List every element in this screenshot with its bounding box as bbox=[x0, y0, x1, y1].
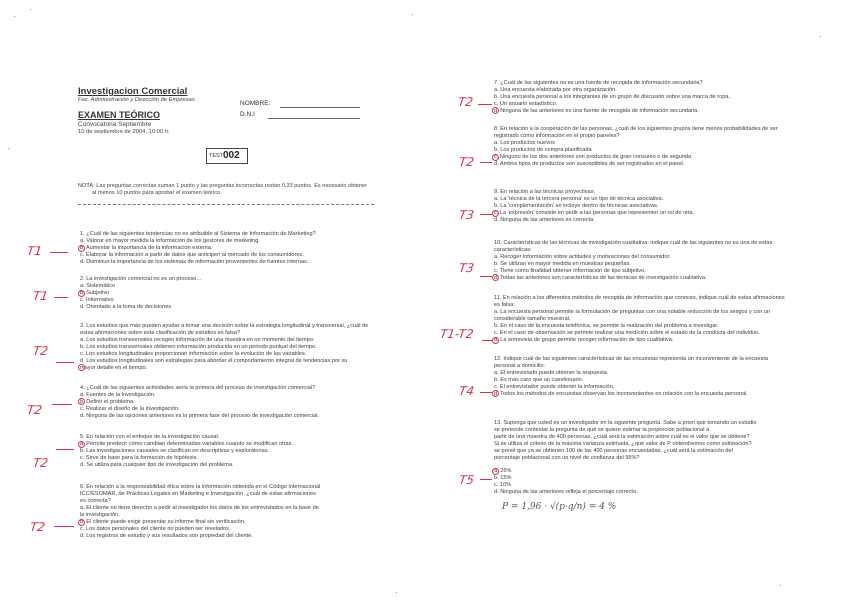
question-line: a. Recoger información sobre actitudes y motivaciones del consumidor. bbox=[494, 254, 671, 260]
mark-q7-dash bbox=[478, 104, 492, 105]
question-line: d. Todos los métodos de encuestas observan los inconvenientes en relación con la encuesta personal. bbox=[494, 391, 748, 397]
question-line: características: bbox=[494, 247, 532, 253]
question-line: 7. ¿Cuál de las siguientes no es una fuente de recogida de información secundaria? bbox=[494, 80, 703, 86]
exam-date: 10 de septiembre de 2004, 10:00 h. bbox=[78, 129, 170, 135]
question-line: d. La entrevista de grupo permite recoger información de tipo cualitativa. bbox=[494, 337, 674, 343]
question-line: d. Los estudios longitudinales son estrategias para abordar el comportamiento integral de tendencias por su bbox=[80, 358, 348, 364]
question-line: es falsa: bbox=[494, 302, 515, 308]
question-line: 12. Indique cuál de las siguientes características de las encuestas representa un inconveniente de la encuesta bbox=[494, 356, 768, 362]
institution-title: Investigacion Comercial bbox=[78, 86, 188, 97]
mark-q5-dash bbox=[56, 449, 74, 450]
question-1 bbox=[80, 231, 374, 266]
question-line: mayor detalle en el tiempo. bbox=[80, 365, 148, 371]
grading-note-2: al menos 10 puntos para aprobar el examen teórico. bbox=[92, 190, 222, 196]
answer-circle-q11 bbox=[492, 337, 499, 344]
question-line: d. Orientado a la toma de decisiones bbox=[80, 304, 172, 310]
department-line: Fac. Administración y Dirección de Empresas bbox=[78, 97, 195, 103]
question-line: c. Los datos personales del cliente no pueden ser revelados. bbox=[80, 526, 231, 532]
mark-q4: T2 bbox=[26, 403, 43, 417]
mark-q12-dash bbox=[480, 392, 492, 393]
mark-q1-dash bbox=[50, 252, 68, 253]
mark-q1: T1 bbox=[26, 244, 43, 258]
question-line: c. El entrevistador puede obtener la información. bbox=[494, 384, 615, 390]
question-line: c. 10% bbox=[494, 482, 512, 488]
mark-q5: T2 bbox=[32, 456, 49, 470]
question-line: personal a domicilio: bbox=[494, 363, 545, 369]
mark-q10: T3 bbox=[458, 261, 475, 275]
question-line: es correcta? bbox=[80, 498, 111, 504]
mark-q12: T4 bbox=[458, 384, 475, 398]
question-line: c. Realizar el diseño de la investigación. bbox=[80, 406, 180, 412]
question-line: a. 25% bbox=[494, 468, 512, 474]
grading-note: NOTA: Las preguntas correctas suman 1 punto y las preguntas incorrectas restan 0,33 puntos. Es necesario obtener bbox=[78, 183, 368, 189]
question-6 bbox=[80, 484, 374, 540]
answer-circle-q3 bbox=[78, 364, 85, 371]
question-line: considerable tamaño muestral. bbox=[494, 316, 571, 322]
student-fields bbox=[240, 100, 370, 122]
question-line: b. 15% bbox=[494, 475, 512, 481]
question-line: d. Ninguna de las anteriores es una fuente de recogida de información secundaria. bbox=[494, 108, 699, 114]
exam-session: Convocatoria Septiembre bbox=[78, 121, 152, 128]
question-5 bbox=[80, 434, 374, 469]
question-line: b. En el caso de la encuesta telefónica, se permite la realización del problema a investigar. bbox=[494, 323, 719, 329]
question-line: 8. En relación a la cooperación de las personas, ¿cuál de los siguientes grupos tiene menos probabilidades de ser bbox=[494, 126, 778, 132]
test-box bbox=[206, 148, 248, 164]
mark-q11-dash bbox=[482, 340, 492, 341]
mark-q3-dash bbox=[56, 362, 74, 363]
question-line: se prevé que ya se obtienen 100 de las 400 personas encuestadas, ¿cuál será la estimación del bbox=[494, 448, 733, 454]
answer-circle-q12 bbox=[492, 390, 499, 397]
answer-circle-q13 bbox=[492, 468, 499, 475]
question-line: d. Ninguna de las opciones anteriores es la primera fase del proceso de investigación comercial. bbox=[80, 413, 320, 419]
question-line: b. Se utilizan en mayor medida en muestras pequeñas. bbox=[494, 261, 631, 267]
mark-q7: T2 bbox=[457, 95, 474, 109]
mark-q11: T1-T2 bbox=[439, 327, 475, 341]
question-line: b. La 'complementación' se incluye dentro de técnicas asociativas. bbox=[494, 203, 659, 209]
mark-q2: T1 bbox=[32, 289, 49, 303]
question-line: c. Informativo bbox=[80, 297, 114, 303]
mark-q3: T2 bbox=[32, 344, 49, 358]
mark-q6-dash bbox=[54, 526, 74, 527]
answer-circle-q10 bbox=[492, 274, 499, 281]
question-line: c. Los estudios longitudinales proporcionan información sobre la evolución de las variables. bbox=[80, 351, 307, 357]
question-line: a. Los estudios transversales recogen información de una muestra en un momento del tiempo. bbox=[80, 337, 315, 343]
question-line: c. En el caso de observación se permite realizar una medición sobre el estado de la conducta del individuo. bbox=[494, 330, 760, 336]
question-line: se pretende contestar la pregunta de qué se quiere estimar la proporción poblacional a bbox=[494, 427, 710, 433]
question-line: a. Sistemático bbox=[80, 283, 116, 289]
question-line: b. Una encuesta personal a los integrantes de un grupo de discusión sobre una marca de ropa. bbox=[494, 94, 731, 100]
question-line: d. Ambos tipos de productos son susceptibles de ser registrados en el panel. bbox=[494, 161, 685, 167]
question-line: 13. Suponga que usted es un investigador en la siguiente pregunta. Sabe a priori que tomando un estudio bbox=[494, 420, 757, 426]
question-line: registrado como información en el propio paneles? bbox=[494, 133, 620, 139]
question-line: b. Los productos de compra planificada bbox=[494, 147, 592, 153]
question-line: d. Ninguna de las anteriores es correcta. bbox=[494, 217, 595, 223]
question-line: b. Definir el problema. bbox=[80, 399, 135, 405]
answer-circle-q4 bbox=[78, 398, 85, 405]
question-line: a. Una encuesta elaborada por otra organización. bbox=[494, 87, 617, 93]
mark-q9: T3 bbox=[458, 208, 475, 222]
answer-circle-q6 bbox=[78, 519, 85, 526]
question-11 bbox=[494, 295, 794, 344]
question-line: 6. En relación a la responsabilidad ética sobre la información obtenida en el Código Internacional bbox=[80, 484, 321, 490]
question-line: 9. En relación a las técnicas proyectivas: bbox=[494, 189, 596, 195]
question-line: b. Las investigaciones causales se clasifican en descriptivas y exploratorias. bbox=[80, 448, 270, 454]
mark-q8-dash bbox=[480, 162, 492, 163]
handwritten-formula: P = 1,96 · √(p·q/n) = 4 % bbox=[502, 502, 617, 512]
question-line: d. Todas las anteriores son características de las técnicas de investigación cualitativa. bbox=[494, 275, 707, 281]
question-line: a. Los productos nuevos bbox=[494, 140, 555, 146]
id-blank[interactable] bbox=[268, 118, 360, 119]
question-line: 11. En relación a los diferentes métodos de recogida de información que conoces, indique cuál de estas afirmaciones bbox=[494, 295, 785, 301]
question-9 bbox=[494, 189, 794, 224]
question-line: ICC/ESOMAR, de Prácticas Legales en Marketing e Investigación, ¿cuál de estas afirmaciones bbox=[80, 491, 316, 497]
mark-q10-dash bbox=[480, 276, 492, 277]
id-label: D.N.I bbox=[240, 111, 255, 118]
name-blank[interactable] bbox=[280, 107, 360, 108]
question-4 bbox=[80, 385, 374, 420]
question-3 bbox=[80, 323, 374, 372]
mark-q8: T2 bbox=[458, 155, 475, 169]
name-label: NOMBRE: bbox=[240, 100, 271, 107]
question-line: b. El cliente puede exigir presentar su informe final sin verificación. bbox=[80, 519, 246, 525]
question-line: d. Disminuir la importancia de los sistemas de información provenientes de fuentes internas. bbox=[80, 259, 309, 265]
question-line: 2. La investigación comercial no es un proceso... bbox=[80, 276, 201, 282]
answer-circle-q8 bbox=[492, 154, 499, 161]
question-2 bbox=[80, 276, 374, 311]
question-line: d. Se utiliza para cualquier tipo de investigación del problema. bbox=[80, 462, 234, 468]
mark-q9-dash bbox=[480, 214, 492, 215]
exam-title: EXAMEN TEÓRICO bbox=[78, 110, 161, 120]
question-line: b. Es más caro que un cuestionario. bbox=[494, 377, 584, 383]
question-line: porcentaje poblacional con un nivel de confianza del 95%? bbox=[494, 455, 640, 461]
mark-q13-dash bbox=[480, 479, 492, 480]
mark-q13: T5 bbox=[458, 473, 475, 487]
question-line: c. La 'expresión' consiste en pedir a las personas que representen un rol de otra. bbox=[494, 210, 695, 216]
question-line: d. Ninguna de las anteriores refleja el porcentaje correcto. bbox=[494, 489, 638, 495]
test-number: 002 bbox=[223, 150, 240, 161]
question-13 bbox=[494, 420, 794, 462]
question-line: 10. Características de las técnicas de investigación cualitativa: indique cuál de las siguientes no es una de estas bbox=[494, 240, 773, 246]
question-line: c. Tiene como finalidad obtener información de tipo subjetivo. bbox=[494, 268, 646, 274]
question-line: 1. ¿Cuál de las siguientes tendencias no es atribuible al Sistema de Información de Marketing? bbox=[80, 231, 316, 237]
question-line: a. El entrevistado puede obtener la respuesta. bbox=[494, 370, 609, 376]
question-8 bbox=[494, 126, 794, 168]
mark-q4-dash bbox=[52, 404, 72, 405]
mark-q6: T2 bbox=[29, 520, 46, 534]
answer-circle-q2 bbox=[78, 290, 85, 297]
question-line: 3. Los estudios que más pueden ayudar a tomar una decisión sobre la estrategia longitudinal y transversal, ¿cuál de bbox=[80, 323, 369, 329]
question-line: a. Fuentes de la investigación. bbox=[80, 392, 156, 398]
question-line: a. La encuesta personal permite la formulación de preguntas con una notable reducción de los sesgos y con un bbox=[494, 309, 771, 315]
question-line: b. Aumentar la importancia de la información externa. bbox=[80, 245, 213, 251]
question-line: a. El cliente no tiene derecho a pedir al investigador los datos de los entrevistados en la base de bbox=[80, 505, 319, 511]
question-line: estas afirmaciones sobre esta clasificación de estudios es falsa? bbox=[80, 330, 241, 336]
question-line: partir de una muestra de 400 personas, ¿cuál será la estimación sobre cuál es el valor que se obtiene? bbox=[494, 434, 750, 440]
question-line: a. Permite predecir cómo cambian determinadas variables cuando se modifican otras. bbox=[80, 441, 293, 447]
question-7 bbox=[494, 80, 794, 115]
question-line: c. Un anuario estadístico. bbox=[494, 101, 558, 107]
question-line: 4. ¿Cuál de las siguientes actividades sería la primera del proceso de investigación comercial? bbox=[80, 385, 316, 391]
question-line: c. Elaborar la información a partir de datos que anticipen al mercado de los consumidores. bbox=[80, 252, 304, 258]
test-label: TEST bbox=[209, 153, 224, 159]
question-line: 5. En relación con el enfoque de la investigación causal: bbox=[80, 434, 220, 440]
question-line: a. La 'técnica de la tercera persona' es un tipo de técnica asociativa. bbox=[494, 196, 664, 202]
question-line: Si se utiliza el criterio de la máxima varianza estimada, ¿qué valor de P obtendremos como estimación? bbox=[494, 441, 752, 447]
answer-circle-q5 bbox=[78, 441, 85, 448]
question-line: la investigación. bbox=[80, 512, 120, 518]
answer-circle-q1 bbox=[78, 245, 85, 252]
question-line: b. Subjetivo bbox=[80, 290, 110, 296]
question-line: c. Ninguno de los dos anteriores son productos de gran consumo o de segunda bbox=[494, 154, 692, 160]
question-line: c. Sirve de base para la formación de hipótesis. bbox=[80, 455, 198, 461]
question-line: b. Los estudios transversales obtienen información producida en un periodo puntual del tiempo. bbox=[80, 344, 317, 350]
question-line: d. Los registros de estudio y sus resultados son propiedad del cliente. bbox=[80, 533, 253, 539]
question-13-options bbox=[494, 468, 794, 496]
question-12 bbox=[494, 356, 794, 398]
mark-q2-dash bbox=[54, 297, 68, 298]
question-line: a. Valorar en mayor medida la información de los gestores de marketing. bbox=[80, 238, 260, 244]
answer-circle-q9 bbox=[492, 210, 499, 217]
question-10 bbox=[494, 240, 794, 282]
header-divider bbox=[78, 204, 374, 205]
answer-circle-q7 bbox=[492, 107, 499, 114]
